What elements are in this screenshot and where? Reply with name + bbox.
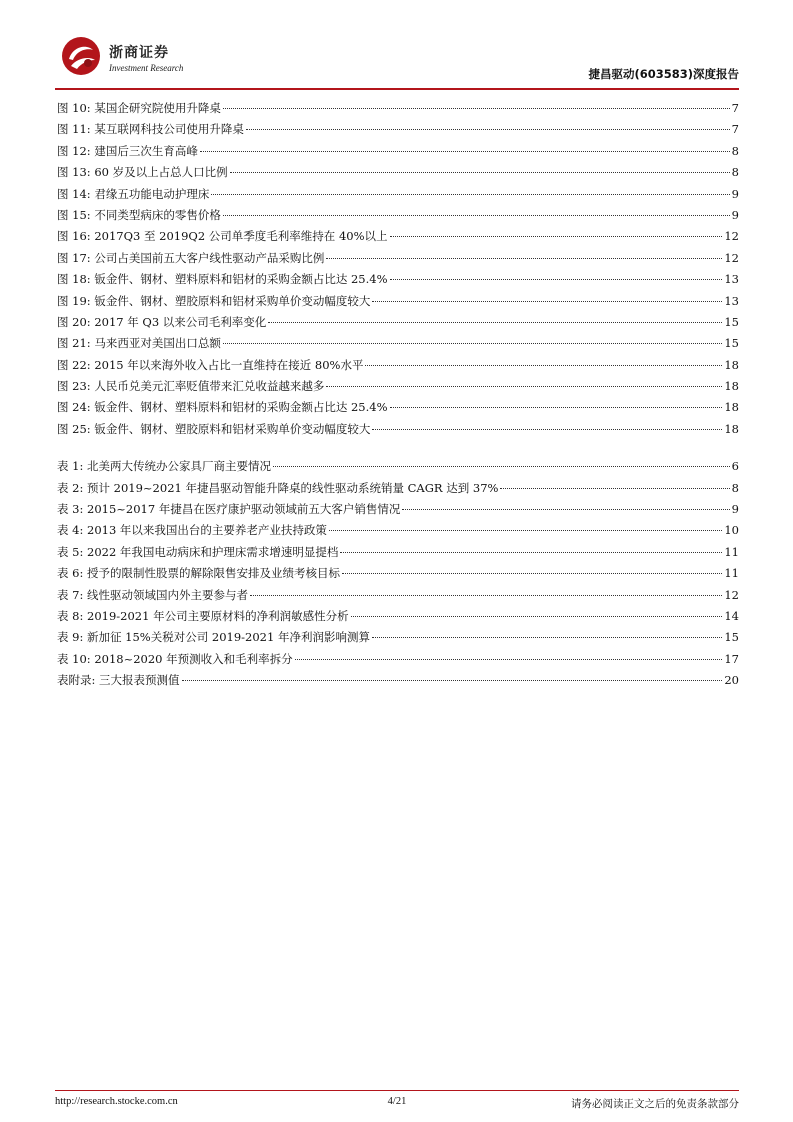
table-entry[interactable] — [55, 544, 739, 565]
toc-entry-page: 9 — [731, 186, 739, 201]
table-entry[interactable] — [55, 651, 739, 672]
toc-entry-page: 9 — [731, 502, 739, 517]
figure-entry[interactable] — [55, 164, 739, 185]
figure-entry[interactable] — [55, 421, 739, 442]
dot-leader — [273, 466, 730, 467]
table-entry[interactable] — [55, 480, 739, 501]
toc-entry-label: 图 17: 公司占美国前五大客户线性驱动产品采购比例 — [57, 250, 325, 265]
dot-leader — [372, 429, 722, 430]
toc-entry-label: 表 7: 线性驱动领域国内外主要参与者 — [57, 587, 249, 602]
toc-entry-label: 图 24: 钣金件、钢材、塑料原料和铝材的采购金额占比达 25.4% — [57, 400, 388, 415]
toc-entry-label: 图 21: 马来西亚对美国出口总额 — [57, 336, 221, 351]
dot-leader — [230, 172, 730, 173]
footer-divider — [55, 1090, 739, 1091]
toc-entry-page: 8 — [731, 480, 739, 495]
dot-leader — [211, 194, 729, 195]
toc-entry-page: 6 — [731, 459, 739, 474]
toc-entry-page: 15 — [724, 630, 739, 645]
toc-entry-page: 7 — [731, 101, 739, 115]
toc-entry-label: 表 10: 2018~2020 年预测收入和毛利率拆分 — [57, 651, 293, 666]
dot-leader — [326, 258, 722, 259]
toc-entry-page: 14 — [724, 608, 739, 623]
page-footer — [55, 1096, 739, 1112]
dot-leader — [351, 616, 723, 617]
toc-entry-label: 表 8: 2019-2021 年公司主要原材料的净利润敏感性分析 — [57, 608, 349, 623]
dot-leader — [329, 530, 722, 531]
report-title: 捷昌驱动(603583)深度报告 — [588, 67, 739, 81]
toc-entry-page: 12 — [724, 229, 739, 244]
toc-entry-page: 18 — [724, 421, 739, 436]
toc-entry-label: 图 22: 2015 年以来海外收入占比一直维持在接近 80%水平 — [57, 357, 364, 372]
toc-entry-label: 图 10: 某国企研究院使用升降桌 — [57, 101, 221, 115]
header-divider — [55, 88, 739, 90]
table-entry[interactable] — [55, 501, 739, 522]
figure-entry[interactable] — [55, 228, 739, 249]
stocke-logo-icon — [61, 36, 101, 76]
toc-entry-label: 表 6: 授予的限制性股票的解除限售安排及业绩考核目标 — [57, 566, 340, 581]
dot-leader — [372, 637, 722, 638]
figure-entry[interactable] — [55, 357, 739, 378]
toc-entry-page: 8 — [731, 165, 739, 180]
toc-entry-page: 12 — [724, 587, 739, 602]
toc-entry-page: 15 — [724, 336, 739, 351]
figure-entry[interactable] — [55, 293, 739, 314]
toc-entry-page: 13 — [724, 293, 739, 308]
figure-entry[interactable] — [55, 143, 739, 164]
figure-entry[interactable] — [55, 399, 739, 420]
dot-leader — [200, 151, 730, 152]
toc-entry-label: 表 3: 2015~2017 年捷昌在医疗康护驱动领域前五大客户销售情况 — [57, 502, 401, 517]
toc-entry-page: 15 — [724, 314, 739, 329]
toc-entry-page: 8 — [731, 143, 739, 158]
table-entry[interactable] — [55, 565, 739, 586]
table-entry[interactable] — [55, 522, 739, 543]
dot-leader — [223, 108, 730, 109]
toc-entry-label: 图 12: 建国后三次生育高峰 — [57, 143, 198, 158]
table-entry[interactable] — [55, 629, 739, 650]
dot-leader — [326, 386, 722, 387]
dot-leader — [246, 129, 730, 130]
brand-name-cn: 浙商证券 — [109, 45, 169, 61]
toc-entry-label: 图 14: 君缘五功能电动护理床 — [57, 186, 210, 201]
toc-entry-page: 7 — [731, 122, 739, 137]
dot-leader — [223, 215, 730, 216]
dot-leader — [340, 552, 722, 553]
figure-entry[interactable] — [55, 378, 739, 399]
page-number: 4/21 — [387, 1096, 407, 1107]
figure-entry[interactable] — [55, 100, 739, 121]
toc-entry-label: 表 5: 2022 年我国电动病床和护理床需求增速明显提档 — [57, 544, 339, 559]
toc-entry-page: 18 — [724, 400, 739, 415]
toc-entry-label: 图 25: 钣金件、钢材、塑胶原料和铝材采购单价变动幅度较大 — [57, 421, 371, 436]
dot-leader — [342, 573, 722, 574]
figure-entry[interactable] — [55, 186, 739, 207]
dot-leader — [390, 236, 723, 237]
dot-leader — [182, 680, 723, 681]
dot-leader — [250, 595, 722, 596]
toc-entry-label: 图 11: 某互联网科技公司使用升降桌 — [57, 122, 244, 137]
dot-leader — [372, 301, 722, 302]
toc-entry-label: 图 23: 人民币兑美元汇率贬值带来汇兑收益越来越多 — [57, 379, 325, 394]
toc-entry-page: 13 — [724, 272, 739, 287]
dot-leader — [365, 365, 722, 366]
page-header — [55, 28, 739, 90]
toc-entry-page: 17 — [724, 651, 739, 666]
brand-name-en: Investment Research — [109, 63, 184, 73]
toc-entry-page: 18 — [724, 357, 739, 372]
table-of-contents — [55, 100, 739, 694]
toc-entry-page: 10 — [724, 523, 739, 538]
toc-entry-label: 图 18: 钣金件、钢材、塑料原料和铝材的采购金额占比达 25.4% — [57, 272, 388, 287]
table-entry[interactable] — [55, 608, 739, 629]
toc-entry-label: 表 4: 2013 年以来我国出台的主要养老产业扶持政策 — [57, 523, 327, 538]
toc-entry-label: 表 2: 预计 2019~2021 年捷昌驱动智能升降桌的线性驱动系统销量 CAGR 达到 37% — [57, 480, 499, 495]
figure-entry[interactable] — [55, 335, 739, 356]
figure-list — [55, 100, 739, 442]
dot-leader — [295, 659, 723, 660]
dot-leader — [390, 279, 723, 280]
figure-entry[interactable] — [55, 314, 739, 335]
table-entry[interactable] — [55, 587, 739, 608]
footer-url[interactable]: http://research.stocke.com.cn — [55, 1096, 178, 1107]
toc-entry-page: 9 — [731, 207, 739, 222]
dot-leader — [500, 488, 729, 489]
toc-entry-label: 表附录: 三大报表预测值 — [57, 673, 180, 688]
dot-leader — [268, 322, 722, 323]
toc-entry-label: 图 20: 2017 年 Q3 以来公司毛利率变化 — [57, 314, 267, 329]
figure-entry[interactable] — [55, 121, 739, 142]
toc-entry-label: 图 15: 不同类型病床的零售价格 — [57, 207, 221, 222]
toc-entry-label: 图 16: 2017Q3 至 2019Q2 公司单季度毛利率维持在 40%以上 — [57, 229, 388, 244]
table-entry[interactable] — [55, 672, 739, 693]
footer-disclaimer: 请务必阅读正文之后的免责条款部分 — [571, 1098, 739, 1110]
toc-entry-page: 18 — [724, 379, 739, 394]
toc-entry-page: 11 — [724, 566, 739, 581]
toc-entry-label: 表 1: 北美两大传统办公家具厂商主要情况 — [57, 459, 272, 474]
figure-entry[interactable] — [55, 250, 739, 271]
table-list — [55, 458, 739, 693]
dot-leader — [390, 407, 723, 408]
figure-entry[interactable] — [55, 207, 739, 228]
toc-entry-page: 11 — [724, 544, 739, 559]
figure-entry[interactable] — [55, 271, 739, 292]
dot-leader — [402, 509, 729, 510]
toc-entry-label: 表 9: 新加征 15%关税对公司 2019-2021 年净利润影响测算 — [57, 630, 370, 645]
toc-entry-label: 图 13: 60 岁及以上占总人口比例 — [57, 165, 228, 180]
section-gap — [55, 442, 739, 458]
table-entry[interactable] — [55, 458, 739, 479]
dot-leader — [223, 343, 723, 344]
toc-entry-label: 图 19: 钣金件、钢材、塑胶原料和铝材采购单价变动幅度较大 — [57, 293, 371, 308]
toc-entry-page: 12 — [724, 250, 739, 265]
toc-entry-page: 20 — [724, 673, 739, 688]
